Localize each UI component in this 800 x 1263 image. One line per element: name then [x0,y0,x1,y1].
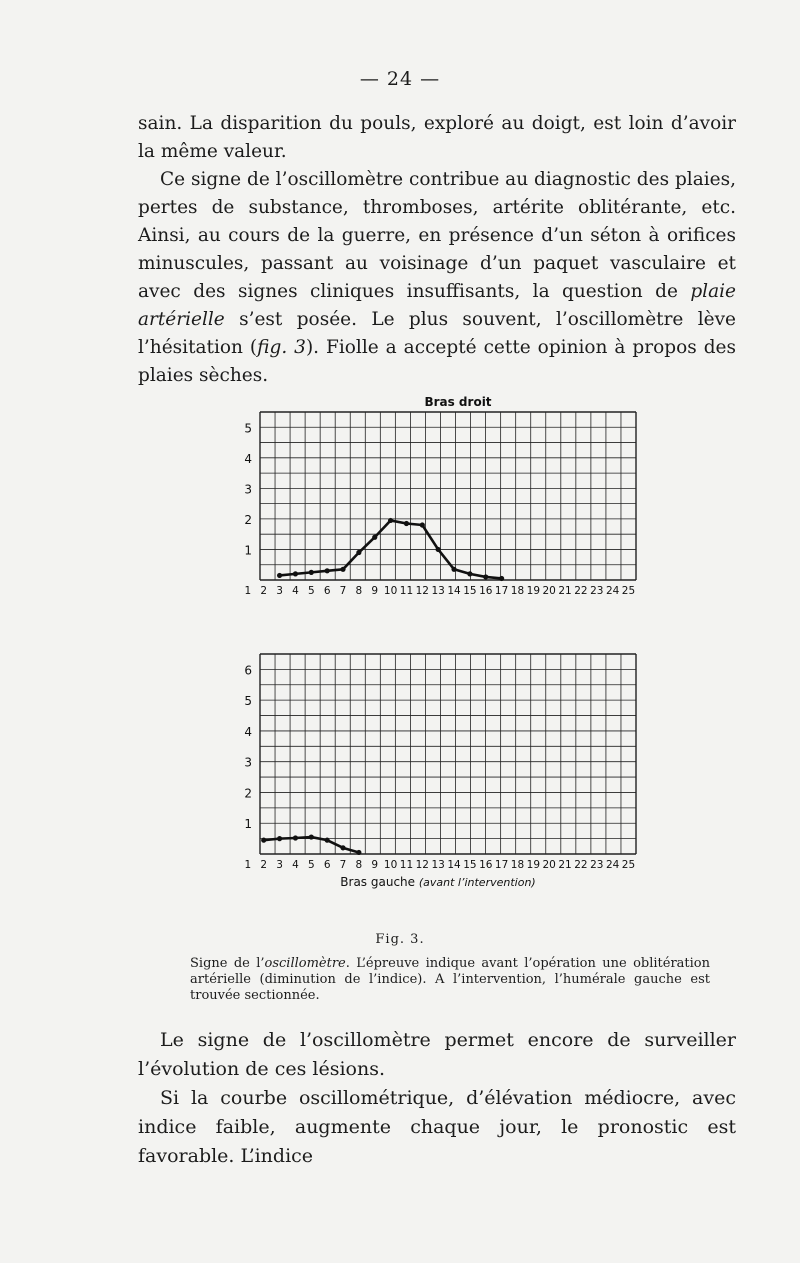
x-tick-label: 17 [494,585,509,597]
x-tick-label: 8 [355,585,363,597]
x-tick-label: 1 [244,585,252,597]
data-point [293,571,298,576]
x-tick-label: 12 [415,859,429,871]
paragraph-3: Le signe de l’oscillomètre permet encore de surveiller l’évolution de ces lésions. [138,1029,736,1080]
data-point [436,547,441,552]
x-tick-label: 6 [323,859,331,871]
x-tick-label: 1 [244,859,252,871]
x-tick-label: 18 [510,585,525,597]
data-point [372,535,377,540]
x-tick-label: 13 [431,859,445,871]
y-tick-label: 2 [244,786,252,801]
x-tick-label: 3 [276,585,283,597]
y-tick-label: 5 [244,421,252,436]
data-point [309,570,314,575]
data-point [483,574,488,579]
y-tick-label: 5 [244,694,252,709]
x-tick-label: 20 [542,859,556,871]
x-tick-label: 21 [558,859,572,871]
y-tick-label: 6 [244,663,252,678]
paragraph-2-part-3: ). Fiolle a accepté cette opinion à propos des plaies sèches. [138,337,736,386]
x-tick-label: 4 [292,859,299,871]
x-tick-label: 2 [260,859,268,871]
y-tick-label: 4 [244,451,252,466]
x-tick-label: 12 [415,585,429,597]
x-tick-label: 15 [463,859,477,871]
x-tick-label: 20 [542,585,556,597]
x-tick-label: 19 [526,859,541,871]
x-tick-label: 14 [447,859,461,871]
x-tick-label: 21 [558,585,572,597]
page-number: — 24 — [359,68,441,90]
x-tick-label: 13 [431,585,445,597]
data-point [356,550,361,555]
x-tick-label: 25 [621,859,636,871]
caption-italic: oscillomètre [264,956,346,971]
x-tick-label: 7 [339,585,347,597]
data-point [325,838,330,843]
y-tick-label: 1 [244,543,252,558]
x-tick-label: 10 [383,859,398,871]
data-point [340,845,345,850]
chart-xlabel [340,875,535,889]
data-point [277,836,282,841]
body-text-bottom [138,1026,736,1171]
y-tick-label: 4 [244,724,252,739]
x-tick-label: 15 [463,585,477,597]
x-tick-label: 5 [307,859,315,871]
x-tick-label: 11 [399,585,414,597]
paragraph-2-part-2: s’est posée. Le plus souvent, l’oscillomètre lève l’hésitation ( [138,309,736,358]
data-point [309,834,314,839]
data-point [499,576,504,581]
x-tick-label: 22 [574,585,588,597]
x-tick-label: 16 [479,585,493,597]
data-point [325,568,330,573]
data-point [404,521,409,526]
chart-title: Bras droit [424,395,492,409]
x-tick-label: 10 [383,585,398,597]
x-tick-label: 16 [479,859,493,871]
paragraph-1: sain. La disparition du pouls, exploré au doigt, est loin d’avoir la même valeur. [138,113,736,162]
data-point [261,838,266,843]
x-tick-label: 19 [526,585,541,597]
data-point [420,522,425,527]
y-tick-label: 1 [244,817,252,832]
data-point [467,571,472,576]
paragraph-4: Si la courbe oscillométrique, d’élévation médiocre, avec indice faible, augmente chaque jour, le pronostic est favorable. L’indice [138,1087,736,1167]
fig-reference: fig. 3 [257,337,306,358]
x-tick-label: 11 [399,859,414,871]
x-tick-label: 9 [371,859,379,871]
x-tick-label: 4 [292,585,299,597]
x-tick-label: 3 [276,859,283,871]
chart-bras-droit [244,395,636,597]
caption-rest: . L’épreuve indique avant l’opération une oblitération artérielle (diminution de l’indice). A l’intervention, l’humérale gauche est trouvée sectionnée. [190,956,710,1003]
data-point [277,573,282,578]
x-tick-label: 23 [590,859,604,871]
y-tick-label: 2 [244,512,252,527]
chart-bras-gauche [244,654,636,889]
figure-label: Fig. 3. [375,932,425,947]
x-tick-label: 24 [605,859,620,871]
data-point [388,518,393,523]
xlabel-main: Bras gauche [340,875,419,889]
x-tick-label: 18 [510,859,525,871]
x-tick-label: 24 [605,585,620,597]
data-point [340,567,345,572]
data-point [293,835,298,840]
data-point [451,567,456,572]
caption-lead: Signe de l’ [190,956,265,971]
y-tick-label: 3 [244,755,252,770]
x-tick-label: 23 [590,585,604,597]
x-tick-label: 25 [621,585,636,597]
x-tick-label: 17 [494,859,509,871]
plaie-arterielle-emphasis: plaie artérielle [138,281,736,330]
figure-caption [190,956,710,1004]
x-tick-label: 5 [307,585,315,597]
xlabel-note: (avant l’intervention) [418,876,536,889]
x-tick-label: 6 [323,585,331,597]
y-tick-label: 3 [244,482,252,497]
x-tick-label: 22 [574,859,588,871]
data-point [356,850,361,855]
x-tick-label: 8 [355,859,363,871]
paragraph-2-part-1: Ce signe de l’oscillomètre contribue au diagnostic des plaies, pertes de substance, thromboses, artérite oblitérante, etc. Ainsi, au cours de la guerre, en présence d’un séton à orifices minuscules, passant au voisinage d’un paquet vasculaire et avec des signes cliniques insuffisants, la question de [138,169,736,302]
x-tick-label: 7 [339,859,347,871]
x-tick-label: 2 [260,585,268,597]
x-tick-label: 14 [447,585,461,597]
x-tick-label: 9 [371,585,379,597]
